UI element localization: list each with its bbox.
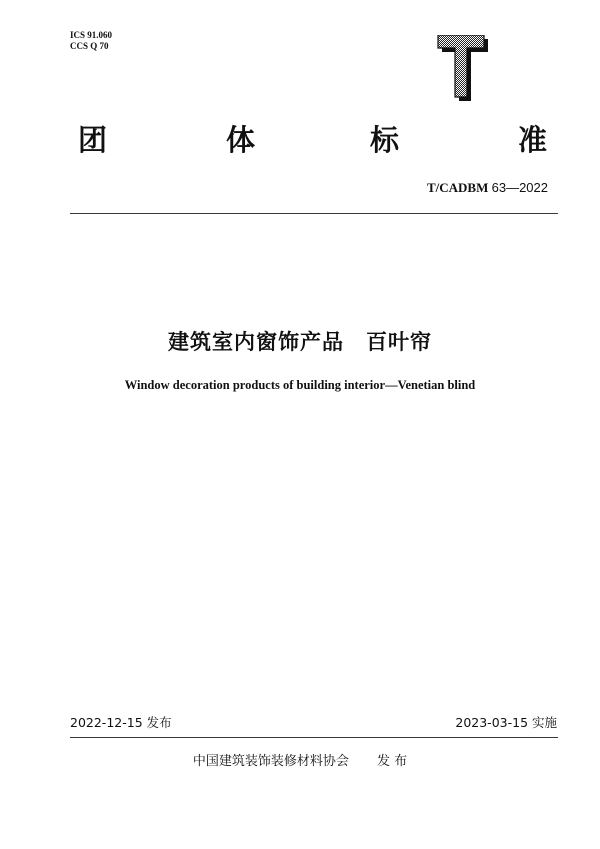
chinese-title-sub: 百叶帘 bbox=[366, 330, 432, 354]
issue-date: 2022-12-15 发布 bbox=[70, 715, 172, 730]
publisher-action: 发 布 bbox=[376, 754, 408, 769]
t-logo bbox=[436, 35, 488, 101]
chinese-title bbox=[0, 326, 600, 356]
ics-code: ICS 91.060 bbox=[70, 30, 113, 40]
english-title: Window decoration products of building interior—Venetian blind bbox=[124, 378, 476, 392]
bottom-rule bbox=[70, 737, 558, 738]
publisher-name: 中国建筑装饰装修材料协会 bbox=[192, 754, 349, 769]
logo-letter: T bbox=[436, 35, 437, 36]
doc-type-char-1: 团 bbox=[78, 123, 108, 157]
chinese-title-main: 建筑室内窗饰产品 bbox=[168, 330, 344, 354]
standard-code bbox=[427, 180, 548, 196]
top-rule bbox=[70, 213, 558, 214]
implementation-date: 2023-03-15 实施 bbox=[455, 715, 557, 730]
doc-type-char-3: 标 bbox=[370, 123, 400, 157]
publisher bbox=[0, 750, 600, 769]
standard-number: 63—2022 bbox=[491, 180, 548, 195]
doc-type-char-4: 准 bbox=[518, 123, 548, 157]
standard-prefix: T/CADBM bbox=[426, 180, 489, 195]
doc-type-char-2: 体 bbox=[226, 123, 256, 157]
document-type bbox=[78, 118, 556, 158]
ccs-code: CCS Q 70 bbox=[70, 41, 109, 51]
